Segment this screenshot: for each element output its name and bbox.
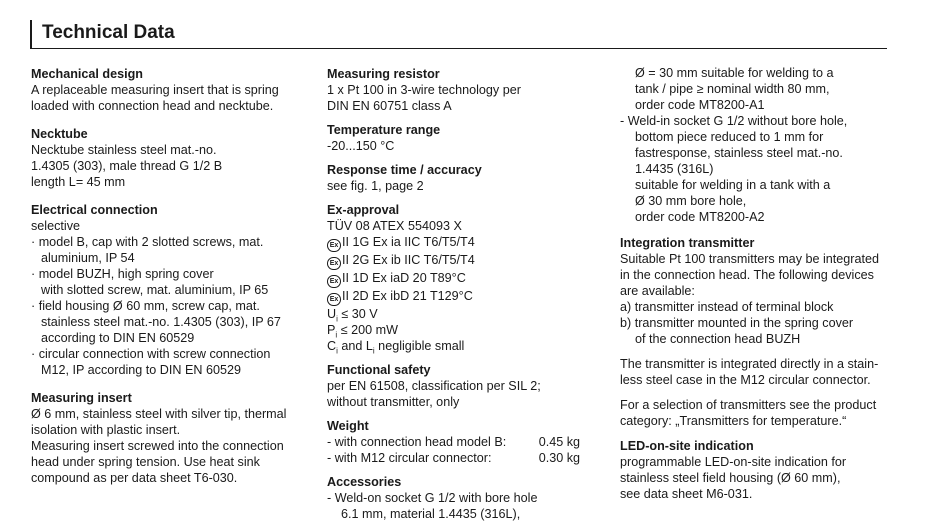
heading-response-time: Response time / accuracy: [327, 163, 482, 177]
section-necktube: [31, 126, 301, 190]
section-response-time: [327, 162, 587, 194]
section-weight: [327, 418, 580, 466]
ex-marking-line: [327, 288, 587, 306]
column-2: [327, 66, 587, 530]
list-item: a) transmitter instead of terminal block: [620, 300, 834, 314]
text-line: Measuring insert screwed into the connection: [31, 439, 284, 453]
weight-row: [327, 434, 580, 450]
list-item: - Weld-on socket G 1/2 with bore hole: [327, 491, 538, 505]
symbol: C: [327, 339, 337, 353]
text-line: less steel case in the M12 circular connector.: [620, 373, 871, 387]
ex-icon: Ex: [327, 275, 341, 288]
heading-necktube: Necktube: [31, 127, 88, 141]
section-measuring-resistor: [327, 66, 587, 114]
text-line: isolation with plastic insert.: [31, 423, 181, 437]
subscript: i: [372, 346, 375, 356]
text-line: A replaceable measuring insert that is spring: [31, 83, 279, 97]
weight-label: - with connection head model B:: [327, 435, 507, 449]
text-line: see fig. 1, page 2: [327, 179, 424, 193]
section-electrical-connection: [31, 202, 301, 378]
voltage-limit: [327, 306, 587, 322]
text-line: with slotted screw, mat. aluminium, IP 65: [41, 283, 269, 297]
column-3: [620, 65, 890, 510]
heading-accessories: Accessories: [327, 475, 402, 489]
ex-marking-line: [327, 252, 587, 270]
weight-row: [327, 450, 580, 466]
heading-electrical-connection: Electrical connection: [31, 203, 158, 217]
text-line: -20...150 °C: [327, 139, 395, 153]
text-line: 1.4305 (303), male thread G 1/2 B: [31, 159, 223, 173]
text-line: stainless steel mat.-no. 1.4305 (303), IP 67: [41, 315, 281, 329]
text-line: Ø = 30 mm suitable for welding to a: [635, 66, 834, 80]
text-line: length L= 45 mm: [31, 175, 126, 189]
text-line: compound as per data sheet T6-030.: [31, 471, 238, 485]
text-line: 6.1 mm, material 1.4435 (316L),: [341, 507, 521, 521]
section-integration-transmitter: [620, 235, 890, 347]
text-line: order code MT8200-A2: [635, 210, 765, 224]
text-line: tank / pipe ≥ nominal width 80 mm,: [635, 82, 830, 96]
text-line: Necktube stainless steel mat.-no.: [31, 143, 217, 157]
symbol: U: [327, 307, 337, 321]
heading-functional-safety: Functional safety: [327, 363, 431, 377]
list-item: b) transmitter mounted in the spring cover: [620, 316, 854, 330]
section-functional-safety: [327, 362, 587, 410]
text-line: per EN 61508, classification per SIL 2;: [327, 379, 541, 393]
section-ex-approval: [327, 202, 587, 354]
ex-icon: Ex: [327, 257, 341, 270]
ex-marking-text: II 1G Ex ia IIC T6/T5/T4: [342, 235, 475, 249]
heading-weight: Weight: [327, 419, 369, 433]
text-line: stainless steel field housing (Ø 60 mm),: [620, 471, 841, 485]
capacitance-inductance-note: [327, 338, 587, 354]
certificate-number: TÜV 08 ATEX 554093 X: [327, 219, 462, 233]
text-line: see data sheet M6-031.: [620, 487, 753, 501]
text-line: programmable LED-on-site indication for: [620, 455, 847, 469]
text-line: Ø 6 mm, stainless steel with silver tip, thermal: [31, 407, 287, 421]
text-line: in the connection head. The following devices: [620, 268, 874, 282]
ex-marking-text: II 2D Ex ibD 21 T129°C: [342, 289, 473, 303]
text-line: category: „Transmitters for temperature.“: [620, 414, 847, 428]
text-line: of the connection head BUZH: [635, 332, 801, 346]
section-accessories-continued: [620, 65, 890, 225]
subscript: i: [336, 314, 338, 324]
paragraph-transmitter-integration: [620, 356, 890, 388]
text-line: 1 x Pt 100 in 3-wire technology per: [327, 83, 521, 97]
weight-value: 0.30 kg: [538, 451, 580, 465]
text-line: suitable for welding in a tank with a: [635, 178, 831, 192]
text: negligible small: [374, 339, 465, 353]
value: ≤ 200 mW: [340, 323, 398, 337]
text-line: order code MT8200-A1: [635, 98, 765, 112]
ex-marking-text: II 2G Ex ib IIC T6/T5/T4: [342, 253, 475, 267]
subscript: i: [336, 346, 338, 356]
symbol: P: [327, 323, 336, 337]
paragraph-transmitter-selection: [620, 397, 890, 429]
heading-temperature-range: Temperature range: [327, 123, 441, 137]
heading-ex-approval: Ex-approval: [327, 203, 400, 217]
text-line: according to DIN EN 60529: [41, 331, 195, 345]
section-measuring-insert: [31, 390, 301, 486]
text-line: bottom piece reduced to 1 mm for: [635, 130, 824, 144]
list-item: · model B, cap with 2 slotted screws, mat.: [31, 235, 264, 249]
text-line: loaded with connection head and necktube.: [31, 99, 274, 113]
heading-measuring-resistor: Measuring resistor: [327, 67, 440, 81]
weight-label: - with M12 circular connector:: [327, 451, 492, 465]
ex-marking-line: [327, 234, 587, 252]
heading-mechanical-design: Mechanical design: [31, 67, 143, 81]
text-line: selective: [31, 219, 80, 233]
list-item: · field housing Ø 60 mm, screw cap, mat.: [31, 299, 260, 313]
list-item: - Weld-in socket G 1/2 without bore hole,: [620, 114, 848, 128]
text-line: Suitable Pt 100 transmitters may be integrated: [620, 252, 880, 266]
section-mechanical-design: [31, 66, 301, 114]
section-temperature-range: [327, 122, 587, 154]
ex-marking-line: [327, 270, 587, 288]
page-title: Technical Data: [42, 22, 175, 43]
text-line: without transmitter, only: [327, 395, 460, 409]
text-line: DIN EN 60751 class A: [327, 99, 452, 113]
heading-led-indication: LED-on-site indication: [620, 439, 754, 453]
heading-measuring-insert: Measuring insert: [31, 391, 132, 405]
text-line: fastresponse, stainless steel mat.-no.: [635, 146, 843, 160]
text-line: Ø 30 mm bore hole,: [635, 194, 747, 208]
column-1: [31, 66, 301, 494]
list-item: · circular connection with screw connection: [31, 347, 271, 361]
title-bar: [30, 20, 887, 49]
text-line: M12, IP according to DIN EN 60529: [41, 363, 241, 377]
text: and L: [337, 339, 373, 353]
ex-marking-text: II 1D Ex iaD 20 T89°C: [342, 271, 466, 285]
text-line: are available:: [620, 284, 695, 298]
weight-value: 0.45 kg: [538, 435, 580, 449]
ex-icon: Ex: [327, 293, 341, 306]
text-line: aluminium, IP 54: [41, 251, 135, 265]
list-item: · model BUZH, high spring cover: [31, 267, 214, 281]
subscript: i: [335, 330, 338, 340]
heading-integration-transmitter: Integration transmitter: [620, 236, 755, 250]
text-line: head under spring tension. Use heat sink: [31, 455, 260, 469]
value: ≤ 30 V: [341, 307, 378, 321]
ex-icon: Ex: [327, 239, 341, 252]
power-limit: [327, 322, 587, 338]
text-line: 1.4435 (316L): [635, 162, 714, 176]
section-led-indication: [620, 438, 890, 502]
text-line: For a selection of transmitters see the product: [620, 398, 877, 412]
text-line: The transmitter is integrated directly in a stain-: [620, 357, 879, 371]
section-accessories: [327, 474, 587, 522]
